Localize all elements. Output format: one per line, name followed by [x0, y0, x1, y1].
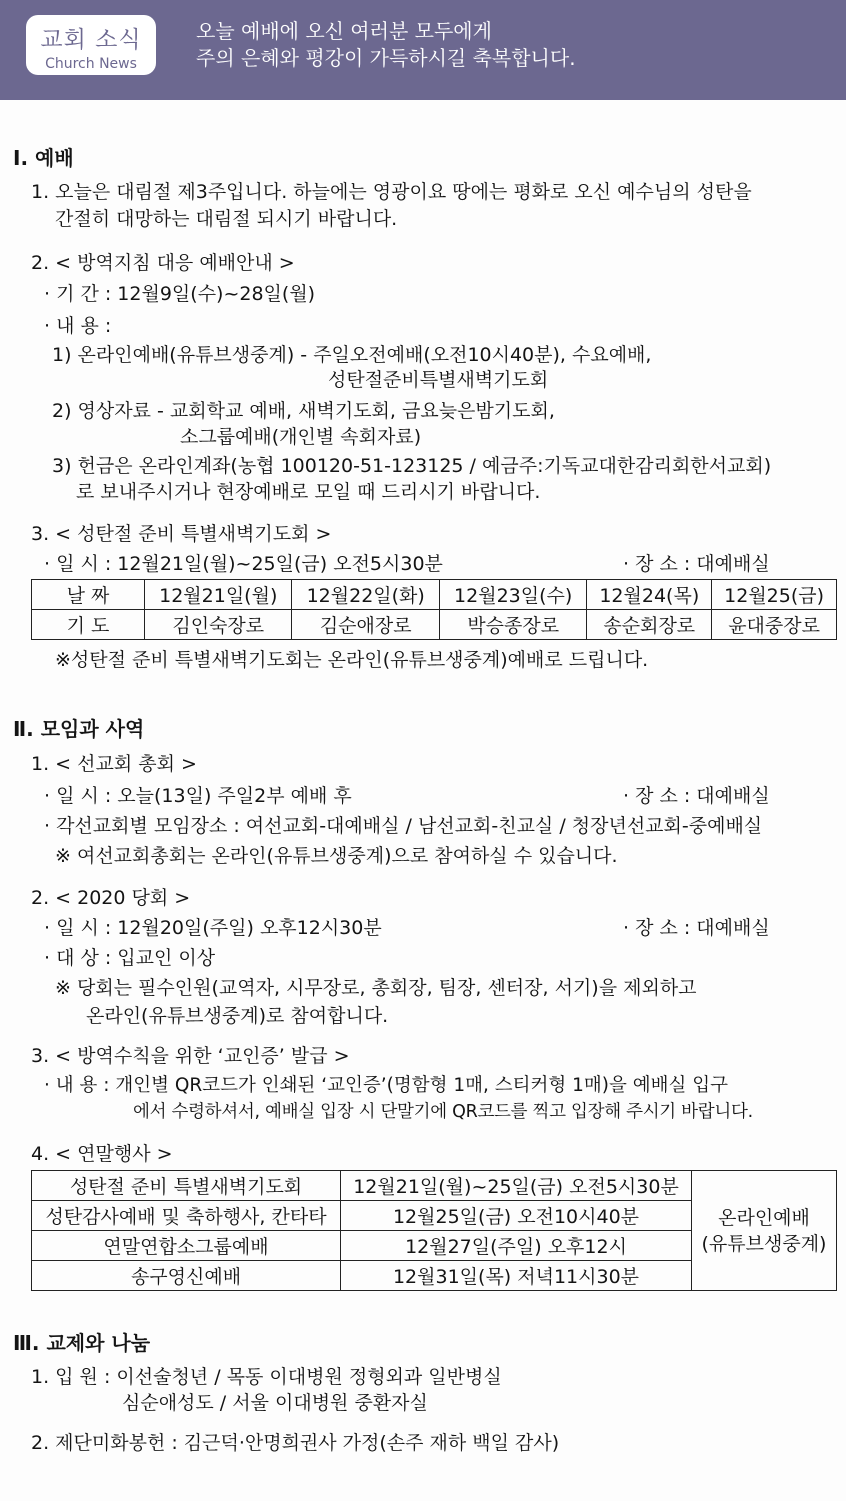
leader-cell: 김인숙장로	[145, 610, 292, 640]
greeting	[196, 18, 576, 72]
event-name-cell: 성탄감사예배 및 축하행사, 칸타타	[32, 1201, 341, 1231]
section1-title: Ⅰ. 예배	[13, 146, 74, 170]
badge-title: 교회 소식	[40, 27, 142, 53]
event-time-cell: 12월21일(월)~25일(금) 오전5시30분	[341, 1171, 692, 1201]
event-time-cell: 12월27일(주일) 오후12시	[341, 1231, 692, 1261]
leader-cell: 윤대중장로	[712, 610, 837, 640]
s1-item2-a2: 성탄절준비특별새벽기도회	[328, 369, 549, 391]
event-name-cell: 연말연합소그룹예배	[32, 1231, 341, 1261]
s2-item1-note: ※ 여선교회총회는 온라인(유튜브생중계)으로 참여하실 수 있습니다.	[55, 845, 618, 867]
events-note-line2: (유튜브생중계)	[701, 1232, 827, 1255]
s1-item2-b1: 2) 영상자료 - 교회학교 예배, 새벽기도회, 금요늦은밤기도회,	[52, 400, 555, 422]
table-row	[32, 580, 837, 610]
s3-item1-line1: 1. 입 원 : 이선술청년 / 목동 이대병원 정형외과 일반병실	[31, 1366, 502, 1388]
date-row-label: 날 짜	[32, 580, 145, 610]
s1-item3-place: · 장 소 : 대예배실	[623, 553, 770, 575]
s2-item3-line2: 에서 수령하셔서, 예배실 입장 시 단말기에 QR코드를 찍고 입장해 주시기 바랍니다.	[133, 1102, 753, 1122]
s1-item3-time: · 일 시 : 12월21일(월)~25일(금) 오전5시30분	[44, 553, 443, 575]
s1-item1-line1: 1. 오늘은 대림절 제3주입니다. 하늘에는 영광이요 땅에는 평화로 오신 예수님의 성탄을	[31, 181, 752, 203]
date-cell: 12월22일(화)	[292, 580, 439, 610]
s2-item2-place: · 장 소 : 대예배실	[623, 917, 770, 939]
greeting-line2: 주의 은혜와 평강이 가득하시길 축복합니다.	[196, 46, 576, 70]
dawn-prayer-table	[31, 579, 837, 640]
header-banner	[0, 0, 846, 100]
leader-cell: 김순애장로	[292, 610, 439, 640]
events-note-line1: 온라인예배	[718, 1206, 810, 1229]
leader-row-label: 기 도	[32, 610, 145, 640]
date-cell: 12월25(금)	[712, 580, 837, 610]
s2-item1-place: · 장 소 : 대예배실	[623, 785, 770, 807]
s1-item2-period: · 기 간 : 12월9일(수)~28일(월)	[44, 283, 316, 305]
s1-item3-title: 3. < 성탄절 준비 특별새벽기도회 >	[31, 523, 332, 545]
s2-item2-time: · 일 시 : 12월20일(주일) 오후12시30분	[44, 917, 382, 939]
s2-item2-note1: ※ 당회는 필수인원(교역자, 시무장로, 총회장, 팀장, 센터장, 서기)을 제외하고	[55, 977, 697, 999]
s2-item1-title: 1. < 선교회 총회 >	[31, 753, 197, 775]
year-end-events-table	[31, 1170, 837, 1291]
s1-item1-line2: 간절히 대망하는 대림절 되시기 바랍니다.	[55, 208, 398, 230]
s1-item2-c1: 3) 헌금은 온라인계좌(농협 100120-51-123125 / 예금주:기독교대한감리회한서교회)	[52, 455, 772, 477]
section2-title: Ⅱ. 모임과 사역	[13, 717, 145, 741]
s2-item1-rooms: · 각선교회별 모임장소 : 여선교회-대예배실 / 남선교회-친교실 / 청장년선교회-중예배실	[44, 815, 763, 837]
greeting-line1: 오늘 예배에 오신 여러분 모두에게	[196, 19, 492, 43]
s1-item2-a1: 1) 온라인예배(유튜브생중계) - 주일오전예배(오전10시40분), 수요예배,	[52, 344, 652, 366]
leader-cell: 송순회장로	[587, 610, 712, 640]
s2-item4-title: 4. < 연말행사 >	[31, 1143, 173, 1165]
date-cell: 12월21일(월)	[145, 580, 292, 610]
badge-subtitle: Church News	[45, 56, 137, 72]
s2-item3-line1: · 내 용 : 개인별 QR코드가 인쇄된 ‘교인증’(명함형 1매, 스티커형 1매)을 예배실 입구	[44, 1075, 728, 1096]
s3-item2: 2. 제단미화봉헌 : 김근덕·안명희권사 가정(손주 재하 백일 감사)	[31, 1432, 560, 1454]
s1-item2-content: · 내 용 :	[44, 315, 112, 337]
s3-item1-line2: 심순애성도 / 서울 이대병원 중환자실	[122, 1392, 428, 1414]
leader-cell: 박승종장로	[439, 610, 586, 640]
event-time-cell: 12월25일(금) 오전10시40분	[341, 1201, 692, 1231]
section3-title: Ⅲ. 교제와 나눔	[13, 1331, 151, 1355]
table-row	[32, 1171, 837, 1201]
s1-item2-b2: 소그룹예배(개인별 속회자료)	[180, 426, 422, 448]
church-news-badge	[26, 15, 156, 75]
events-online-note	[692, 1171, 837, 1291]
s1-item3-note: ※성탄절 준비 특별새벽기도회는 온라인(유튜브생중계)예배로 드립니다.	[55, 649, 649, 671]
s1-item2-title: 2. < 방역지침 대응 예배안내 >	[31, 252, 295, 274]
s2-item3-title: 3. < 방역수칙을 위한 ‘교인증’ 발급 >	[31, 1045, 350, 1067]
date-cell: 12월24(목)	[587, 580, 712, 610]
s1-item2-c2: 로 보내주시거나 현장예배로 모일 때 드리시기 바랍니다.	[76, 481, 541, 503]
s2-item2-title: 2. < 2020 당회 >	[31, 887, 191, 909]
event-name-cell: 성탄절 준비 특별새벽기도회	[32, 1171, 341, 1201]
s2-item1-time: · 일 시 : 오늘(13일) 주일2부 예배 후	[44, 785, 352, 807]
table-row	[32, 610, 837, 640]
event-time-cell: 12월31일(목) 저녁11시30분	[341, 1261, 692, 1291]
event-name-cell: 송구영신예배	[32, 1261, 341, 1291]
s2-item2-target: · 대 상 : 입교인 이상	[44, 947, 216, 969]
date-cell: 12월23일(수)	[439, 580, 586, 610]
s2-item2-note2: 온라인(유튜브생중계)로 참여합니다.	[86, 1005, 389, 1027]
